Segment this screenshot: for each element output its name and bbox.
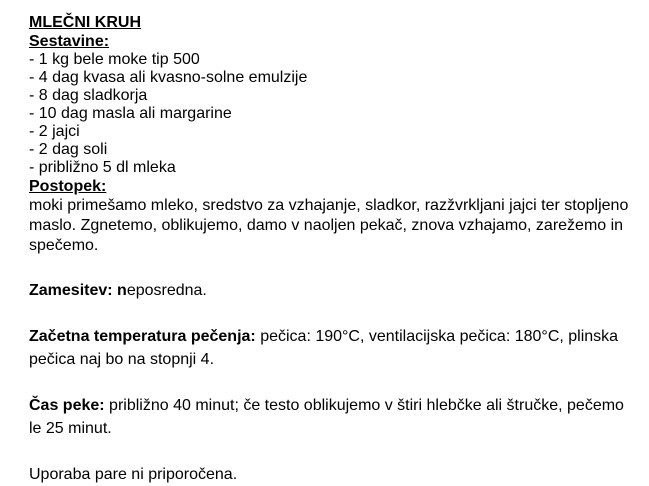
ingredient-item: - približno 5 dl mleka <box>29 159 176 176</box>
baking-time-line <box>29 394 639 440</box>
ingredient-item: - 2 jajci <box>29 123 80 140</box>
spacer <box>29 371 639 394</box>
procedure-text: moki primešamo mleko, sredstvo za vzhajanje, sladkor, razžvrkljani jajci ter stopljeno maslo. Zgnetemo, oblikujemo, damo v naoljen pekač, znova vzhajamo, zarežemo in spečemo. <box>29 197 629 254</box>
kneading-label: Zamesitev: n <box>29 282 127 299</box>
ingredient-item: - 4 dag kvasa ali kvasno-solne emulzije <box>29 69 308 86</box>
spacer <box>29 256 639 279</box>
ingredient-item: - 1 kg bele moke tip 500 <box>29 51 200 68</box>
ingredients-heading: Sestavine: <box>29 33 110 50</box>
baking-time-value: približno 40 minut; če testo oblikujemo v štiri hlebčke ali štručke, pečemo le 25 minut. <box>29 397 624 437</box>
temperature-line <box>29 325 639 371</box>
steam-note: Uporaba pare ni priporočena. <box>29 466 238 483</box>
recipe-title: MLEČNI KRUH <box>29 14 141 31</box>
baking-time-label: Čas peke: <box>29 397 105 414</box>
temperature-label: Začetna temperatura pečenja: <box>29 328 256 345</box>
spacer <box>29 302 639 325</box>
kneading-value: eposredna. <box>126 282 207 299</box>
ingredient-item: - 8 dag sladkorja <box>29 87 148 104</box>
ingredient-item: - 2 dag soli <box>29 141 108 158</box>
ingredient-item: - 10 dag masla ali margarine <box>29 105 232 122</box>
recipe-document <box>29 13 639 486</box>
ingredients-list <box>29 51 639 177</box>
spacer <box>29 440 639 463</box>
procedure-heading: Postopek: <box>29 178 107 195</box>
kneading-line <box>29 279 639 302</box>
temperature-value: pečica: 190°C, ventilacijska pečica: 180°C, plinska pečica naj bo na stopnji 4. <box>29 328 619 368</box>
